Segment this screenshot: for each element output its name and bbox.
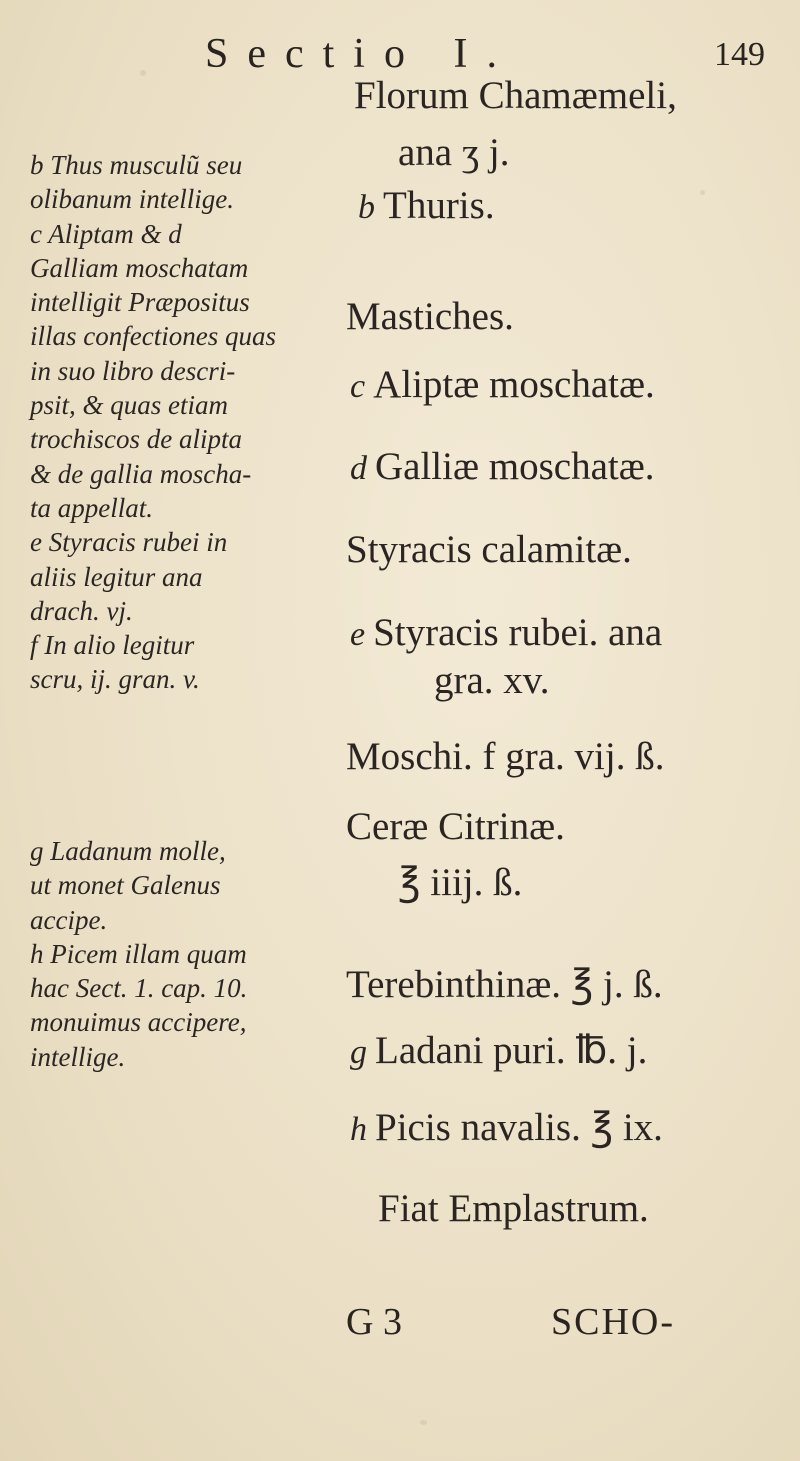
paper-foxing: [420, 1420, 427, 1425]
note-line: aliis legitur ana: [30, 561, 203, 592]
recipe-text: ana ʒ j.: [398, 131, 510, 174]
note-line: ut monet Galenus: [30, 870, 221, 901]
recipe-text: Thuris.: [383, 184, 495, 227]
note-line: accipe.: [30, 904, 108, 935]
note-line: in suo libro descri-: [30, 355, 236, 386]
note-line: e Styracis rubei in: [30, 527, 228, 558]
recipe-text: Ceræ Citrinæ.: [346, 805, 565, 848]
note-line: scru, ij. gran. v.: [30, 664, 200, 695]
recipe-line: [346, 734, 664, 779]
note-mark: d: [350, 450, 367, 487]
recipe-line: [350, 362, 655, 407]
recipe-text: Florum Chamæmeli,: [354, 74, 677, 117]
recipe-line: [354, 73, 677, 118]
note-line: intellige.: [30, 1041, 126, 1072]
recipe-text: Styracis rubei. ana: [373, 611, 663, 654]
recipe-line: [350, 1105, 663, 1150]
recipe-text: gra. xv.: [434, 659, 550, 702]
recipe-line: [378, 1186, 649, 1231]
recipe-line: [358, 183, 495, 228]
recipe-text: Aliptæ moschatæ.: [373, 363, 655, 406]
recipe-text: Terebinthinæ. ℥ j. ß.: [346, 963, 663, 1006]
recipe-text: Galliæ moschatæ.: [375, 445, 655, 488]
note-line: & de gallia moscha-: [30, 458, 252, 489]
page-number: 149: [714, 36, 765, 73]
recipe-line: [346, 804, 565, 849]
note-line: intelligit Præpositus: [30, 287, 250, 318]
paper-foxing: [700, 190, 705, 195]
note-mark: c: [350, 368, 366, 405]
recipe-line: [398, 860, 522, 905]
recipe-text: ℥ iiij. ß.: [398, 861, 523, 904]
note-line: [30, 731, 330, 765]
recipe-text: Fiat Emplastrum.: [378, 1187, 649, 1230]
note-line: illas confectiones quas: [30, 321, 276, 352]
recipe-line: [346, 962, 663, 1007]
note-line: [30, 765, 330, 799]
section-title: Sectio I.: [205, 31, 516, 77]
note-line: g Ladanum molle,: [30, 835, 226, 866]
recipe-line: [350, 610, 662, 655]
note-mark: b: [358, 189, 375, 226]
note-line: f In alio legitur: [30, 630, 195, 661]
note-line: ta appellat.: [30, 492, 153, 523]
recipe-line: [350, 1028, 647, 1073]
note-line: h Picem illam quam: [30, 938, 247, 969]
note-line: drach. vj.: [30, 595, 133, 626]
recipe-line: [350, 444, 654, 489]
paper-foxing: [140, 70, 146, 76]
recipe-line: [434, 658, 550, 703]
recipe-line: [398, 130, 510, 175]
note-line: c Aliptam & d: [30, 218, 182, 249]
note-mark: g: [350, 1034, 367, 1071]
note-line: hac Sect. 1. cap. 10.: [30, 973, 248, 1004]
note-line: [30, 697, 330, 731]
recipe-text: Moschi. f gra. vij. ß.: [346, 735, 665, 778]
recipe-text: Styracis calamitæ.: [346, 528, 632, 571]
catchword: SCHO-: [551, 1301, 676, 1343]
note-line: monuimus accipere,: [30, 1007, 247, 1038]
note-line: psit, & quas etiam: [30, 390, 229, 421]
note-line: b Thus musculũ seu: [30, 150, 243, 180]
recipe-text: Picis navalis. ℥ ix.: [375, 1106, 663, 1149]
marginal-notes: [30, 148, 330, 1074]
note-line: Galliam moschatam: [30, 252, 249, 283]
signature-mark: G 3: [346, 1301, 402, 1343]
recipe-text: Ladani puri. ℔. j.: [375, 1029, 648, 1072]
recipe-line: [346, 527, 632, 572]
note-mark: e: [350, 616, 366, 653]
note-mark: h: [350, 1111, 367, 1148]
recipe-text: Mastiches.: [346, 295, 514, 338]
note-line: olibanum intellige.: [30, 184, 234, 215]
note-line: [30, 800, 330, 834]
recipe-line: [346, 294, 514, 339]
note-line: trochiscos de alipta: [30, 424, 242, 455]
